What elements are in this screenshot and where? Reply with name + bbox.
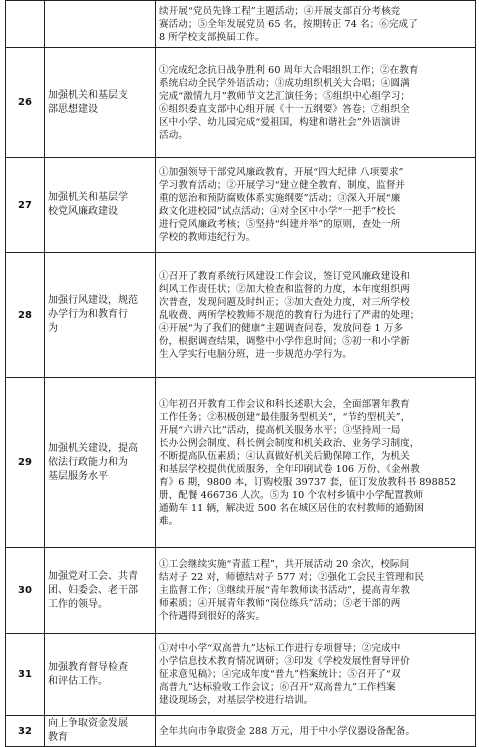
- task-details-line: 个待遇得到很好的落实。: [159, 611, 266, 622]
- task-details-line: ①对中小学“双高普九”达标工作进行专项督导；②完成中: [159, 643, 401, 654]
- task-details-line: ①完成纪念抗日战争胜利 60 周年大合唱组织工作；②在教育: [159, 64, 419, 76]
- task-details-line: 开展“六讲六比”活动，提高机关服务水平；③坚持周一局: [159, 424, 401, 436]
- task-name: [45, 158, 156, 253]
- task-name-line: 加强机关和基层学: [48, 192, 128, 203]
- task-details-line: 征求意见稿》；④完成年度“普九”档案统计；⑤召开了“双: [159, 669, 401, 680]
- task-details-line: ①加强领导干部党风廉政教育，开展“四大纪律 八项要求”: [159, 167, 404, 178]
- task-name: [45, 548, 156, 634]
- task-details-line: 小学信息技术教育情况调研；③印发《学校发展性督导评价: [159, 656, 410, 667]
- task-details-line: 份，根据调查结果，调整中小学作息时间；⑤初一和小学新: [159, 335, 410, 347]
- task-details-line: ①召开了教育系统行风建设工作会议，签订党风廉政建设和: [159, 270, 410, 282]
- table-row: [6, 716, 476, 747]
- task-details-line: 学校的教师违纪行为。: [159, 232, 256, 243]
- table-body: [6, 1, 476, 747]
- table-row: [6, 253, 476, 378]
- task-details-line: 重的惩治和预防腐败体系实施纲要”活动；③深入开展“廉: [159, 193, 401, 204]
- task-details-line: 建设现场会，对基层学校进行培训。: [159, 695, 314, 706]
- task-name: [45, 1, 156, 48]
- task-name: [45, 716, 156, 747]
- table-row: [6, 48, 476, 158]
- row-number: 31: [6, 634, 45, 716]
- task-name-line: 依法行政能力和为: [48, 456, 128, 468]
- task-details-line: 全年共向市争取资金 288 万元，用于中小学仪器设备配备。: [159, 725, 416, 737]
- task-details-line: 师素质；④开展青年教师“岗位练兵”活动；⑤老干部的两: [159, 598, 401, 609]
- table-row: [6, 548, 476, 634]
- task-details-line: 次普查，发现问题及时纠正；③加大查处力度，对三所学校: [159, 296, 410, 308]
- task-details: [156, 253, 476, 378]
- task-details: [156, 158, 476, 253]
- task-name-line: 部思想建设: [48, 103, 98, 115]
- table-row: [6, 378, 476, 548]
- task-details-line: 活动。: [159, 129, 188, 141]
- row-number: 30: [6, 548, 45, 634]
- task-details-line: 生入学实行电脑分班，进一步规范办学行为。: [159, 348, 352, 360]
- table-row: [6, 634, 476, 716]
- task-details: [156, 634, 476, 716]
- task-details-line: 政文化进校园”试点活动；④对全区中小学“一把手”校长: [159, 206, 396, 217]
- task-details: [156, 48, 476, 158]
- task-details-line: 8 所学校支部换届工作。: [159, 31, 265, 43]
- task-name-line: 加强教育督导检查: [48, 661, 128, 673]
- task-name: [45, 378, 156, 548]
- task-details-line: 工作任务；②积极创建“最佳服务型机关”，“节约型机关”，: [159, 411, 411, 423]
- task-name-line: 向上争取资金发展: [48, 718, 128, 729]
- task-details-line: ①年初召开教育工作会议和科长述职大会，全面部署年教育: [159, 398, 410, 410]
- task-details-line: 高普九”达标验收工作会议；⑥召开“双高普九”工作档案: [159, 682, 396, 693]
- task-name-line: 基层服务水平: [48, 470, 108, 482]
- row-number: 26: [6, 48, 45, 158]
- row-number: 29: [6, 378, 45, 548]
- task-name-line: 加强机关建设，提高: [48, 442, 138, 454]
- task-details: [156, 716, 476, 747]
- task-details-line: 育》6 期，9800 本，订购校服 39737 套，征订发放教科书 898852: [159, 476, 457, 488]
- task-name: [45, 634, 156, 716]
- task-details-line: 进行党风廉政考核；⑤坚持“纠建并举”的原则，查处一所: [159, 219, 401, 230]
- task-name: [45, 253, 156, 378]
- task-details-line: 通勤车 11 辆，解决近 500 名在城区居住的农村教师的通勤困: [159, 502, 424, 514]
- task-details-line: ①工会继续实施“青蓝工程”，共开展活动 20 余次，校际间: [159, 559, 410, 570]
- task-details-line: 册，配餐 466736 人次。⑤为 10 个农村乡镇中小学配置教师: [159, 489, 424, 501]
- task-name-line: 和评估工作。: [48, 675, 108, 687]
- task-details-line: 赛活动；⑤全年发展党员 65 名，按期转正 74 名；⑥完成了: [159, 18, 418, 30]
- task-details-line: ④开展“为了我们的健康”主题调查问卷，发放问卷 1 万多: [159, 322, 404, 334]
- task-name-line: 加强党对工会、共青: [48, 570, 138, 582]
- task-details: [156, 548, 476, 634]
- task-name-line: 团、妇委会、老干部: [48, 584, 138, 596]
- table-row: [6, 158, 476, 253]
- task-name-line: 教育: [48, 732, 68, 743]
- work-plan-table: [5, 0, 476, 747]
- task-details-line: 续开展“党员先锋工程”主题活动；④开展支部百分考核竞: [159, 5, 401, 17]
- task-details-line: 学习教育活动；②开展学习“建立健全教育、制度、监督并: [159, 180, 406, 191]
- task-details-line: 完成“激情九月”教师节文艺汇演任务；⑤组织中心组学习；: [159, 90, 411, 102]
- task-details-line: 主监督工作；③继续开展“青年教师读书活动”，提高青年教: [159, 585, 411, 596]
- row-number: 27: [6, 158, 45, 253]
- task-details-line: 系统启动全民学外语活动；③成功组织机关大合唱；④圆满: [159, 77, 410, 89]
- task-details-line: ⑥组织委直支部中心组开展《十一五纲要》答卷；⑦组织全: [159, 103, 410, 115]
- row-number: 32: [6, 716, 45, 747]
- task-name-line: 加强行风建设，规范: [48, 295, 138, 306]
- task-name-line: 为: [48, 323, 58, 334]
- task-name: [45, 48, 156, 158]
- task-name-line: 工作的领导。: [48, 598, 108, 610]
- task-name-line: 加强机关和基层支: [48, 89, 128, 101]
- task-details-line: 难。: [159, 515, 179, 527]
- task-name-line: 办学行为和教育行: [48, 309, 128, 320]
- task-details-line: 长办公例会制度、科长例会制度和机关政治、业务学习制度，: [159, 437, 420, 449]
- task-details: [156, 1, 476, 48]
- task-details-line: 纠风工作责任状；②加大检查和监督的力度，本年度组织两: [159, 283, 410, 295]
- row-number: [6, 1, 45, 48]
- row-number: 28: [6, 253, 45, 378]
- task-details-line: 乱收费、两所学校教师不规范的教育行为进行了严肃的处理；: [159, 309, 420, 321]
- task-name-line: 校党风廉政建设: [48, 206, 118, 217]
- task-details: [156, 378, 476, 548]
- table-row: [6, 1, 476, 48]
- task-details-line: 区中小学、幼儿园完成“爱祖国，构建和谐社会”外语演讲: [159, 116, 401, 128]
- task-details-line: 不断提高队伍素质；④认真做好机关后勤保障工作，为机关: [159, 450, 410, 462]
- task-details-line: 和基层学校提供优质服务，全年印刷试卷 106 万份、《金州教: [159, 463, 420, 475]
- task-details-line: 结对子 22 对，师德结对子 577 对；②强化工会民主管理和民: [159, 572, 424, 583]
